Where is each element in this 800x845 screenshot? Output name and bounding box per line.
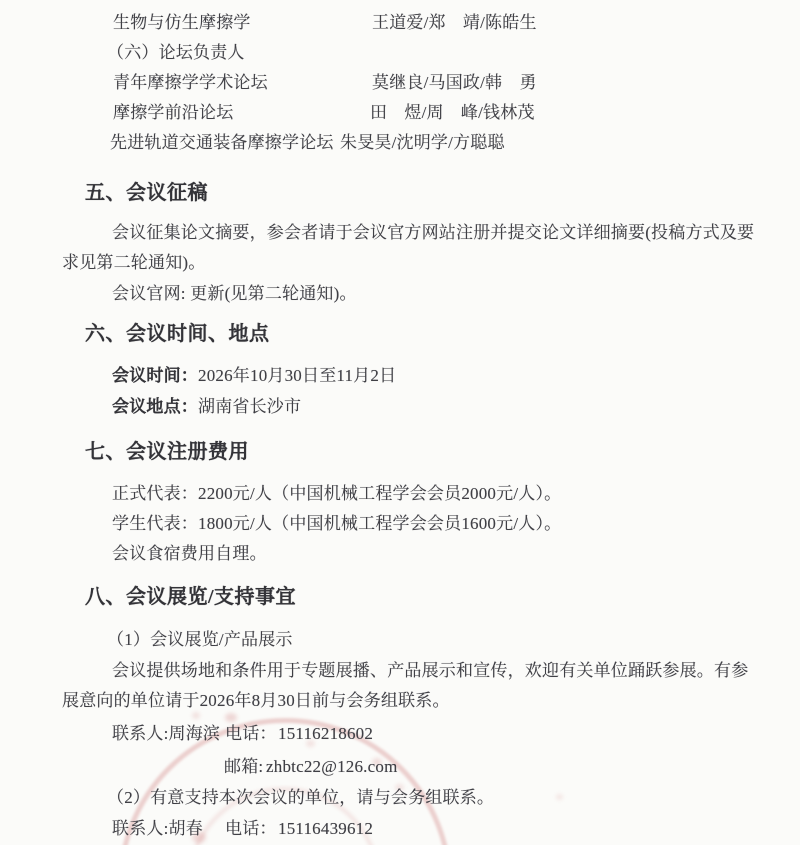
forum-name-bio-tribology: 生物与仿生摩擦学: [113, 13, 251, 32]
subheading-forum-leaders: （六）论坛负责人: [107, 43, 245, 62]
exhibition-item-1: （1）会议展览/产品展示: [107, 630, 293, 649]
section-5-title: 五、会议征稿: [85, 182, 208, 204]
contact2-phone-label: 电话：: [225, 819, 277, 838]
seal-ink-speck-icon: [192, 712, 200, 719]
seal-ink-speck-icon: [225, 713, 237, 722]
meeting-place-line: [112, 397, 301, 417]
seal-ink-speck-icon: [556, 794, 563, 800]
fee-regular-line: 正式代表：2200元/人（中国机械工程学会会员2000元/人）。: [112, 484, 562, 503]
contact2-phone-number: 15116439612: [278, 819, 374, 838]
section-6-title: 六、会议时间、地点: [85, 323, 270, 345]
forum-chairs-rail-transit: 朱旻昊/沈明学/方聪聪: [340, 133, 505, 152]
forum-chairs-frontier-tribology: 田 煜/周 峰/钱林茂: [370, 103, 535, 122]
contact-email-address: zhbtc22@126.com: [266, 757, 398, 776]
support-item-2: （2）有意支持本次会议的单位，请与会务组联系。: [107, 788, 495, 807]
section-5-official-website-line: 会议官网: 更新(见第二轮通知)。: [112, 284, 357, 303]
forum-chairs-youth-tribology: 莫继良/马国政/韩 勇: [372, 73, 537, 92]
section-5-paragraph-line2: 求见第二轮通知)。: [62, 253, 206, 272]
forum-name-youth-tribology: 青年摩擦学学术论坛: [113, 73, 268, 92]
section-7-title: 七、会议注册费用: [85, 441, 249, 463]
section-5-paragraph-line1: 会议征集论文摘要，参会者请于会议官方网站注册并提交论文详细摘要(投稿方式及要: [112, 223, 755, 242]
contact1-name: 联系人:周海滨: [112, 724, 221, 743]
meeting-time-value: 2026年10月30日至11月2日: [198, 366, 397, 385]
fee-student-line: 学生代表：1800元/人（中国机械工程学会会员1600元/人）。: [112, 514, 562, 533]
exhibition-paragraph-line2: 展意向的单位请于2026年8月30日前与会务组联系。: [62, 691, 450, 710]
meeting-time-line: [112, 366, 396, 386]
meeting-place-label: 会议地点：: [112, 397, 198, 416]
contact2-name: 联系人:胡春: [112, 819, 203, 838]
contact-email-label: 邮箱:: [224, 757, 264, 776]
fee-note-line: 会议食宿费用自理。: [112, 544, 267, 563]
meeting-place-value: 湖南省长沙市: [198, 397, 302, 416]
forum-name-rail-transit: 先进轨道交通装备摩擦学论坛: [110, 133, 334, 152]
forum-name-frontier-tribology: 摩擦学前沿论坛: [113, 103, 234, 122]
contact1-phone-number: 15116218602: [278, 724, 374, 743]
section-8-title: 八、会议展览/支持事宜: [85, 586, 297, 608]
contact1-phone-label: 电话：: [225, 724, 277, 743]
exhibition-paragraph-line1: 会议提供场地和条件用于专题展播、产品展示和宣传，欢迎有关单位踊跃参展。有参: [112, 661, 749, 680]
meeting-time-label: 会议时间：: [112, 366, 198, 385]
forum-chairs-bio-tribology: 王道爱/郑 靖/陈皓生: [372, 13, 537, 32]
